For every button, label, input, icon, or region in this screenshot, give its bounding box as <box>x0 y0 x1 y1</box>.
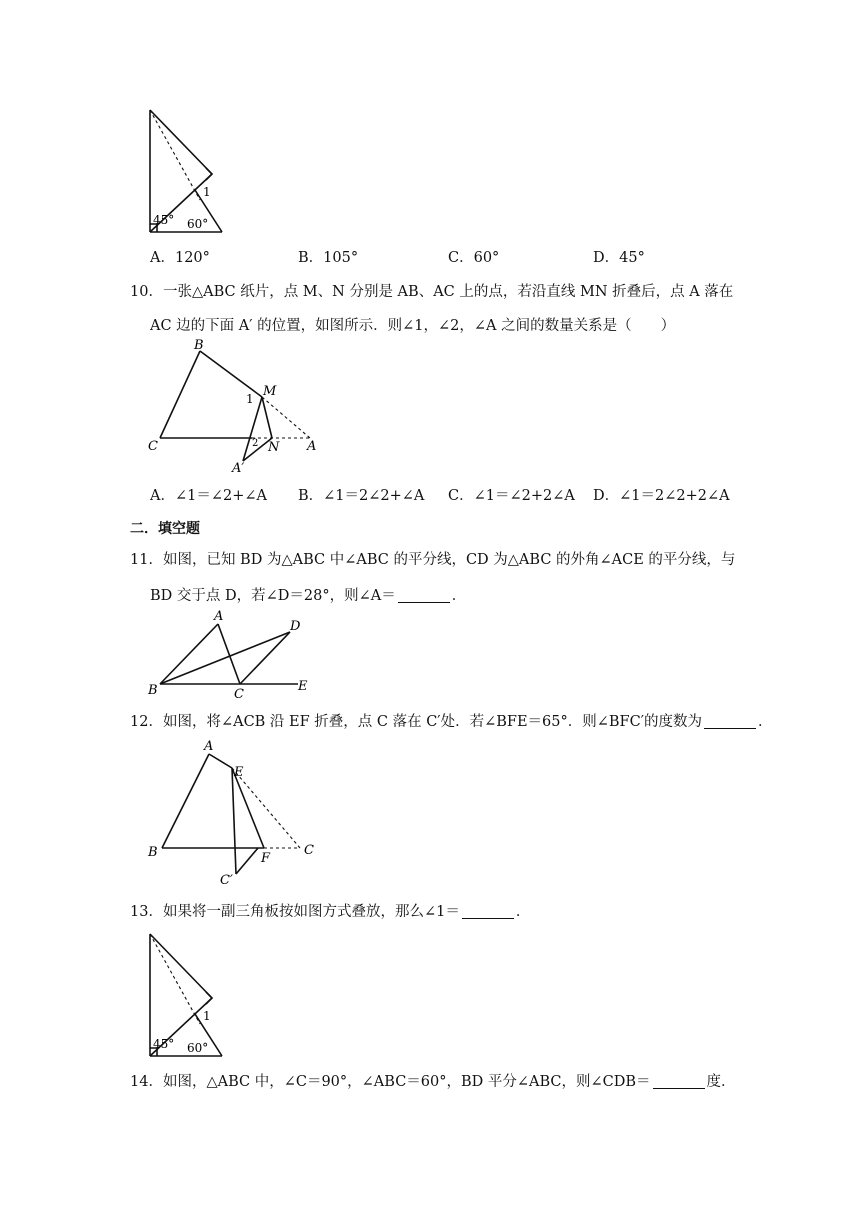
label-a: A <box>214 609 224 624</box>
label-b: B <box>148 845 158 860</box>
q9-option-c[interactable]: C．60° <box>448 250 500 266</box>
q13-answer-blank[interactable] <box>462 904 514 919</box>
q12-line: 12．如图，将∠ACB 沿 EF 折叠，点 C 落在 C′处．若∠BFE＝65°．则∠BFC′的度数为 ． <box>130 714 773 730</box>
q11-line-2: BD 交于点 D，若∠D＝28°，则∠A＝ ． <box>150 588 467 604</box>
angle-60-label: 60° <box>187 217 209 231</box>
q11-answer-blank[interactable] <box>398 588 450 603</box>
q9-option-a[interactable]: A．120° <box>150 250 210 266</box>
label-d: D <box>290 619 301 634</box>
q10-figure <box>140 338 330 478</box>
q12-figure <box>140 734 330 888</box>
label-m: M <box>263 384 277 399</box>
q14-line: 14．如图，△ABC 中，∠C＝90°，∠ABC＝60°，BD 平分∠ABC，则∠CDB＝ 度． <box>130 1074 736 1090</box>
angle-45-label: 45° <box>153 1037 175 1051</box>
label-n: N <box>268 440 280 455</box>
q13-figure <box>140 928 240 1062</box>
label-b: B <box>148 683 158 698</box>
label-c: C <box>234 687 244 698</box>
q14-answer-blank[interactable] <box>653 1074 705 1089</box>
angle-1-label: 1 <box>203 185 211 199</box>
q10-line-1: 10．一张△ABC 纸片，点 M、N 分别是 AB、AC 上的点，若沿直线 MN 折叠后，点 A 落在 <box>130 284 734 300</box>
label-a: A <box>204 739 214 754</box>
label-a: A <box>307 439 317 454</box>
q9-option-b[interactable]: B．105° <box>298 250 359 266</box>
q10-line-2: AC 边的下面 A′ 的位置，如图所示．则∠1，∠2，∠A 之间的数量关系是（ ） <box>150 318 676 334</box>
label-c-prime: C′ <box>220 873 233 888</box>
q11-figure <box>140 606 330 698</box>
angle-1-label: 1 <box>203 1009 211 1023</box>
q11-line-1: 11．如图，已知 BD 为△ABC 中∠ABC 的平分线，CD 为△ABC 的外角∠ACE 的平分线，与 <box>130 552 736 568</box>
label-e: E <box>234 765 244 780</box>
q12-answer-blank[interactable] <box>704 714 756 729</box>
q10-option-d[interactable]: D．∠1＝2∠2+2∠A <box>593 488 730 504</box>
angle-60-label: 60° <box>187 1041 209 1055</box>
q10-option-b[interactable]: B．∠1＝2∠2+∠A <box>298 488 425 504</box>
q10-option-a[interactable]: A．∠1＝∠2+∠A <box>150 488 268 504</box>
label-b: B <box>194 338 204 353</box>
label-c: C <box>148 439 158 454</box>
angle-45-label: 45° <box>153 213 175 227</box>
q10-option-c[interactable]: C．∠1＝∠2+2∠A <box>448 488 575 504</box>
label-e: E <box>298 679 308 694</box>
label-a-prime: A′ <box>232 461 245 476</box>
label-1: 1 <box>246 392 254 406</box>
label-2: 2 <box>252 438 259 449</box>
q9-figure <box>140 104 240 238</box>
label-f: F <box>261 851 271 866</box>
section-title: 二．填空题 <box>130 521 200 537</box>
q13-line: 13．如果将一副三角板按如图方式叠放，那么∠1＝ ． <box>130 904 531 920</box>
q9-option-d[interactable]: D．45° <box>593 250 645 266</box>
label-c: C <box>304 843 314 858</box>
